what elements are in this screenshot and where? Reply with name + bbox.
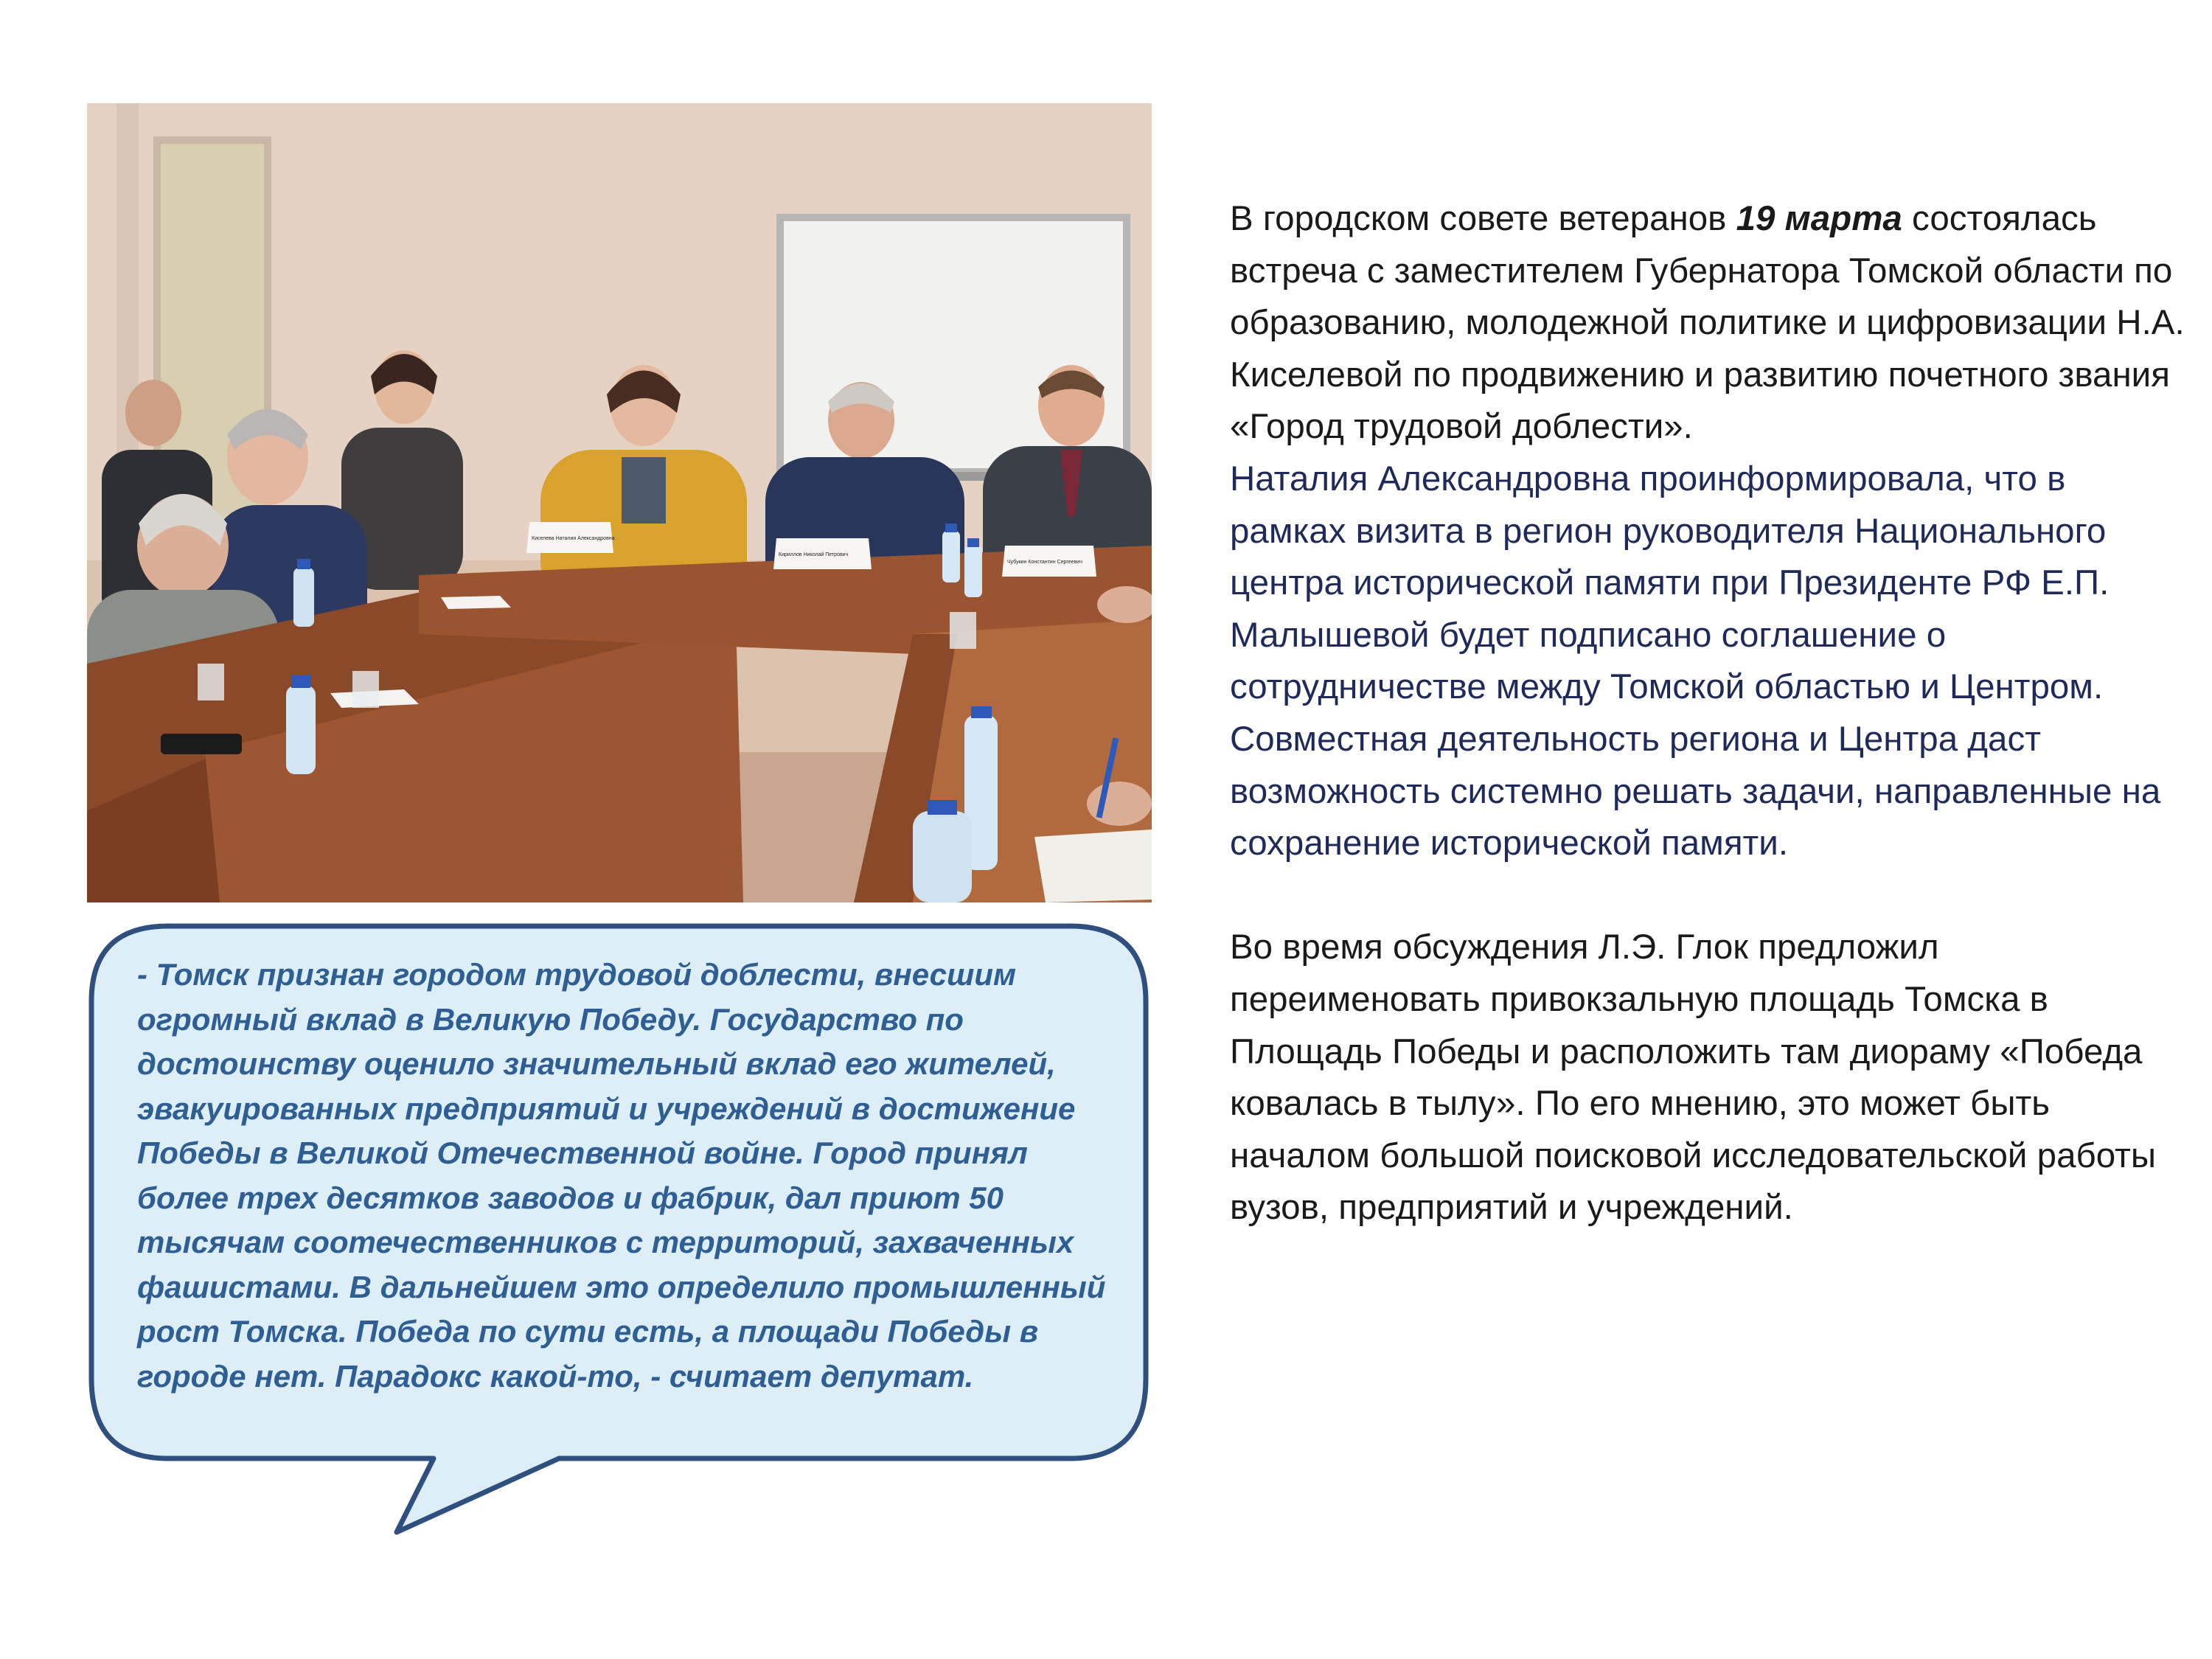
paragraph-cooperation: Совместная деятельность региона и Центра даст возможность системно решать задачи, направленные на сохранение исторической памяти. — [1230, 719, 2161, 863]
quote-bubble — [87, 922, 1152, 1541]
quote-text: - Томск признан городом трудовой доблести, внесшим огромный вклад в Великую Победу. Государство по достоинству оценило значительный вклад его жителей, эвакуированных предприятий и учреждений в достижение Победы в Великой Отечественной войне. Город принял более трех десятков заводов и фабрик, дал приют 50 тысячам соотечественников с территорий, захваченных фашистами. В дальнейшем это определило промышленный рост Томска. Победа по сути есть, а площади Победы в городе нет. Парадокс какой-то, - считает депутат. — [137, 957, 1106, 1394]
name-plate-1: Киселева Наталия Александровна — [532, 536, 615, 541]
name-plate-3: Чубукин Константин Сергеевич — [1007, 560, 1082, 565]
name-plate-2: Кириллов Николай Петрович — [779, 552, 849, 557]
paragraph-meeting — [1230, 193, 2188, 453]
paragraph-discussion: Во время обсуждения Л.Э. Глок предложил переименовать привокзальную площадь Томска в Площадь Победы и расположить там диораму «Победа ковалась в тылу». По его мнению, это может быть началом большой поисковой исследовательской работы вузов, предприятий и учреждений. — [1230, 928, 2156, 1228]
paragraph-meeting-start: В городском совете ветеранов — [1230, 199, 1736, 238]
meeting-photo-illustration — [87, 103, 1152, 902]
paragraph-agreement: Наталия Александровна проинформировала, что в рамках визита в регион руководителя Национального центра исторической памяти при Президенте РФ Е.П. Малышевой будет подписано соглашение о сотрудничестве между Томской областью и Центром. — [1230, 459, 2110, 707]
paragraph-meeting-rest: состоялась встреча с заместителем Губернатора Томской области по образованию, молодежной политике и цифровизации Н.А. Киселевой по продвижению и развитию почетного звания «Город трудовой доблести». — [1230, 199, 2185, 447]
meeting-date: 19 марта — [1736, 199, 1902, 238]
meeting-photo — [87, 103, 1152, 902]
article-body — [1230, 193, 2188, 1234]
paragraph-spacer — [1230, 870, 2188, 922]
